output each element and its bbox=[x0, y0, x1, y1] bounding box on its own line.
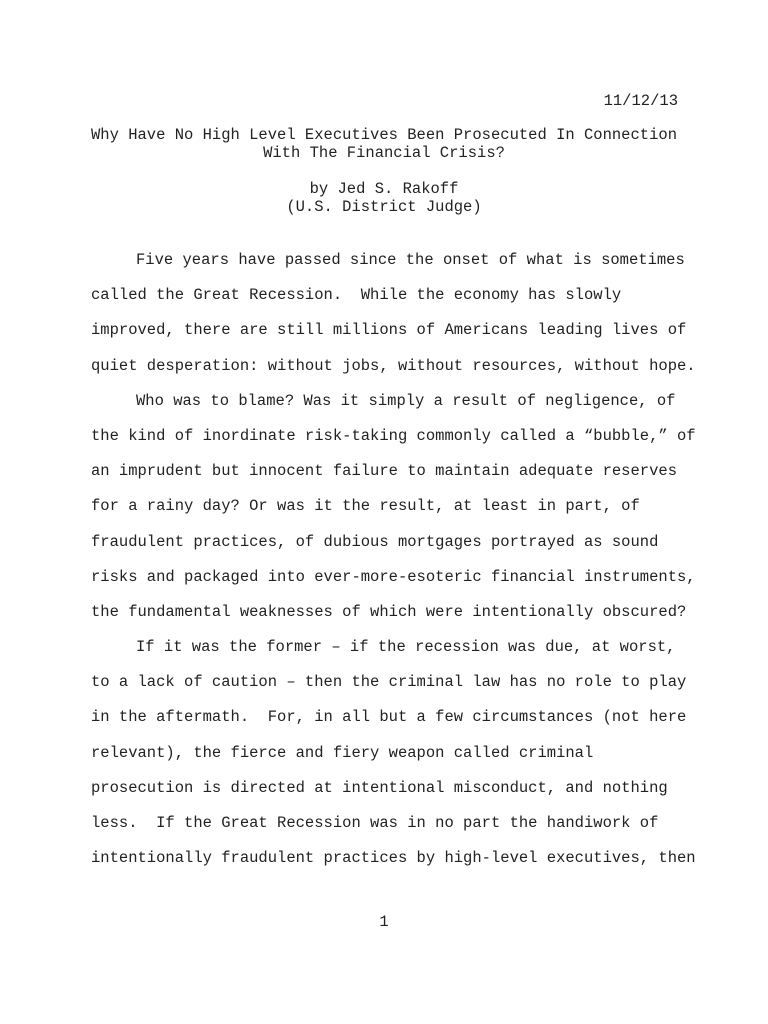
body-line: Who was to blame? Was it simply a result of negligence, of bbox=[136, 391, 676, 410]
body-line: Five years have passed since the onset of what is sometimes bbox=[136, 251, 685, 269]
title-line: Why Have No High Level Executives Been Prosecuted In Connection bbox=[91, 126, 677, 144]
body-line: in the aftermath. For, in all but a few circumstances (not here bbox=[91, 708, 687, 727]
author-title: (U.S. District Judge) bbox=[286, 198, 482, 216]
author-name: by Jed S. Rakoff bbox=[309, 180, 459, 198]
body-line: to a lack of caution – then the criminal law has no role to play bbox=[91, 673, 687, 692]
document-date: 11/12/13 bbox=[603, 92, 678, 110]
byline bbox=[0, 180, 768, 216]
body-line: fraudulent practices, of dubious mortgages portrayed as sound bbox=[91, 532, 659, 551]
document-body bbox=[91, 250, 696, 883]
body-line: less. If the Great Recession was in no part the handiwork of bbox=[91, 814, 659, 832]
body-line: prosecution is directed at intentional misconduct, and nothing bbox=[91, 778, 668, 797]
body-line: for a rainy day? Or was it the result, at least in part, of bbox=[91, 497, 640, 516]
body-line: the fundamental weaknesses of which were intentionally obscured? bbox=[91, 602, 687, 621]
page-number: 1 bbox=[379, 913, 389, 931]
body-line: intentionally fraudulent practices by high-level executives, then bbox=[91, 849, 696, 868]
body-line: quiet desperation: without jobs, without resources, without hope. bbox=[91, 356, 696, 375]
body-line: risks and packaged into ever-more-esoteric financial instruments, bbox=[91, 567, 696, 586]
document-title bbox=[0, 126, 768, 162]
body-line: If it was the former – if the recession was due, at worst, bbox=[136, 638, 676, 657]
title-line: With The Financial Crisis? bbox=[263, 144, 505, 162]
body-line: improved, there are still millions of Americans leading lives of bbox=[91, 321, 687, 340]
body-line: an imprudent but innocent failure to maintain adequate reserves bbox=[91, 462, 677, 481]
body-line: the kind of inordinate risk-taking commonly called a “bubble,” of bbox=[91, 426, 696, 445]
body-line: called the Great Recession. While the economy has slowly bbox=[91, 286, 622, 305]
body-line: relevant), the fierce and fiery weapon called criminal bbox=[91, 743, 594, 762]
